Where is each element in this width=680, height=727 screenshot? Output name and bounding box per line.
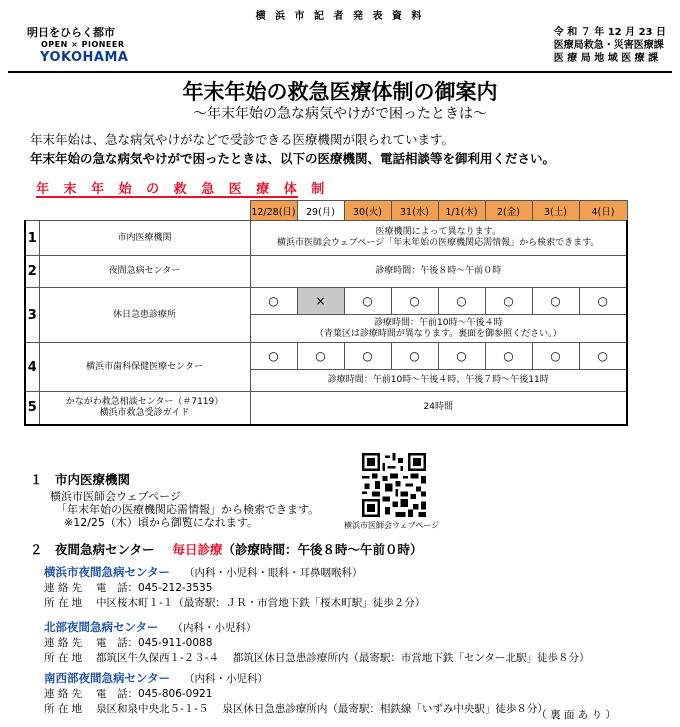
note-line: （青葉区は診療時間が異なります。裏面を御参照ください。） bbox=[314, 328, 562, 339]
date-block bbox=[554, 26, 666, 65]
center-dept: （内科・小児科） bbox=[172, 622, 257, 634]
center-address: 所 在 地 都筑区牛久保西１-２３-４ 都筑区休日急患診療所内（最寄駅：市営地下鉄「センター北駅」徒歩８分） bbox=[44, 652, 590, 664]
center-address: 所 在 地 中区桜木町１-１（最寄駅：ＪＲ・市営地下鉄「桜木町駅」徒歩２分） bbox=[44, 597, 426, 609]
availability-mark: × bbox=[297, 288, 344, 315]
availability-mark: ○ bbox=[297, 343, 344, 370]
availability-mark: ○ bbox=[391, 288, 438, 315]
facility-name: 横浜市歯科保健医療センター bbox=[39, 343, 250, 392]
back-page-note: （ 裏 面 あ り ） bbox=[536, 709, 616, 721]
date-cell: 12/28(日) bbox=[250, 201, 297, 221]
section-title: 年 末 年 始 の 救 急 医 療 体 制 bbox=[36, 182, 330, 197]
availability-mark: ○ bbox=[250, 288, 297, 315]
facility-name: 夜間急病センター bbox=[39, 256, 250, 288]
availability-mark: ○ bbox=[579, 343, 627, 370]
date-cell: 3(土) bbox=[532, 201, 579, 221]
availability-mark: ○ bbox=[532, 288, 579, 315]
logo-open-pioneer: OPEN × PIONEER bbox=[41, 40, 125, 49]
facility-name-line: 横浜市救急受診ガイド bbox=[99, 407, 190, 418]
availability-mark: ○ bbox=[250, 343, 297, 370]
date-cell: 31(水) bbox=[391, 201, 438, 221]
page-subtitle: ～年末年始の急な病気やけがで困ったときは～ bbox=[193, 106, 487, 122]
center-address: 所 在 地 泉区和泉中央北５-１-５ 泉区休日急患診療所内（最寄駅：相鉄線「いずみ中央駅」徒歩８分） bbox=[44, 703, 548, 715]
center-phone: 連 絡 先 電 話：045-911-0088 bbox=[44, 637, 213, 649]
date-cell: 30(火) bbox=[344, 201, 391, 221]
logo-yokohama: YOKOHAMA bbox=[40, 50, 129, 65]
department-2: 医 療 局 地 域 医 療 課 bbox=[553, 53, 659, 64]
section1-line-3: ※12/25（木）頃から御覧になれます。 bbox=[64, 516, 259, 529]
row-note bbox=[250, 315, 627, 343]
center-block bbox=[44, 667, 548, 716]
section2-heading bbox=[30, 540, 423, 558]
center-name: 北部夜間急病センター bbox=[44, 620, 159, 634]
date-cell: 1/1(木) bbox=[438, 201, 485, 221]
issue-date: 令 和 ７ 年 12 月 23 日 bbox=[553, 27, 666, 38]
availability-mark: ○ bbox=[438, 288, 485, 315]
table-row bbox=[25, 392, 627, 425]
row-note: 24時間 bbox=[250, 392, 627, 425]
section2-title: ２ 夜間急病センター bbox=[30, 542, 155, 557]
availability-mark: ○ bbox=[438, 343, 485, 370]
row-note bbox=[250, 221, 627, 256]
section1-line-2: 「年末年始の医療機関応需情報」から検索できます。 bbox=[56, 503, 320, 516]
row-note: 診療時間：午後８時～午前０時 bbox=[250, 256, 627, 288]
table-row bbox=[25, 343, 627, 370]
section-title-underline bbox=[36, 196, 298, 198]
availability-mark: ○ bbox=[485, 343, 532, 370]
row-number: 4 bbox=[25, 343, 39, 392]
row-number: 1 bbox=[25, 221, 39, 256]
availability-mark: ○ bbox=[344, 343, 391, 370]
department-1: 医療局救急・災害医療課 bbox=[553, 40, 664, 51]
date-cell: 2(金) bbox=[485, 201, 532, 221]
intro-line-1: 年末年始は、急な病気やけがなどで受診できる医療機関が限られています。 bbox=[30, 132, 455, 147]
note-line: 横浜市医師会ウェブページ「年末年始の医療機関応需情報」から検索できます。 bbox=[277, 238, 600, 248]
availability-mark: ○ bbox=[532, 343, 579, 370]
document-label: 横 浜 市 記 者 発 表 資 料 bbox=[255, 11, 425, 22]
qr-code-icon[interactable] bbox=[362, 453, 426, 517]
row-number: 5 bbox=[25, 392, 39, 425]
center-phone: 連 絡 先 電 話：045-806-0921 bbox=[44, 688, 213, 700]
availability-mark: ○ bbox=[579, 288, 627, 315]
availability-mark: ○ bbox=[344, 288, 391, 315]
facility-name: 市内医療機関 bbox=[39, 221, 250, 256]
row-number: 2 bbox=[25, 256, 39, 288]
date-cell: 4(日) bbox=[579, 201, 627, 221]
section1-title: １ 市内医療機関 bbox=[30, 472, 131, 487]
table-row bbox=[25, 221, 627, 256]
availability-mark: ○ bbox=[485, 288, 532, 315]
section1-line-1: 横浜市医師会ウェブページ bbox=[50, 490, 181, 503]
facility-name-line: かながわ救急相談センター（＃7119） bbox=[65, 396, 224, 407]
row-note: 診療時間：午前10時～午後４時、午後７時～午後11時 bbox=[250, 370, 627, 392]
logo-tagline: 明日をひらく都市 bbox=[27, 26, 115, 39]
center-phone: 連 絡 先 電 話：045-212-3535 bbox=[44, 582, 213, 594]
page-title: 年末年始の救急医療体制の御案内 bbox=[182, 80, 498, 104]
row-number: 3 bbox=[25, 288, 39, 343]
table-row bbox=[25, 288, 627, 315]
daily-badge: 毎日診療 bbox=[172, 542, 223, 557]
section2-hours: （診療時間：午後８時～午前０時） bbox=[222, 542, 423, 557]
center-block bbox=[44, 616, 590, 665]
intro-line-2: 年末年始の急な病気やけがで困ったときは、以下の医療機関、電話相談等を御利用ください。 bbox=[30, 151, 556, 166]
schedule-table bbox=[24, 200, 628, 426]
availability-mark: ○ bbox=[391, 343, 438, 370]
center-dept: （内科・小児科） bbox=[184, 673, 269, 685]
note-line: 診療時間：午前10時～午後４時 bbox=[374, 317, 503, 328]
center-name: 横浜市夜間急病センター bbox=[44, 565, 171, 579]
header-divider bbox=[8, 71, 672, 73]
note-line: 医療機関によって異なります。 bbox=[375, 227, 501, 237]
date-cell: 29(月) bbox=[297, 201, 344, 221]
center-block bbox=[44, 561, 425, 610]
qr-caption: 横浜市医師会ウェブページ bbox=[344, 521, 440, 530]
facility-name bbox=[39, 392, 250, 425]
center-name: 南西部夜間急病センター bbox=[44, 671, 171, 685]
date-header-row bbox=[25, 201, 627, 221]
center-dept: （内科・小児科・眼科・耳鼻咽喉科） bbox=[184, 567, 363, 579]
table-row bbox=[25, 256, 627, 288]
facility-name: 休日急患診療所 bbox=[39, 288, 250, 343]
